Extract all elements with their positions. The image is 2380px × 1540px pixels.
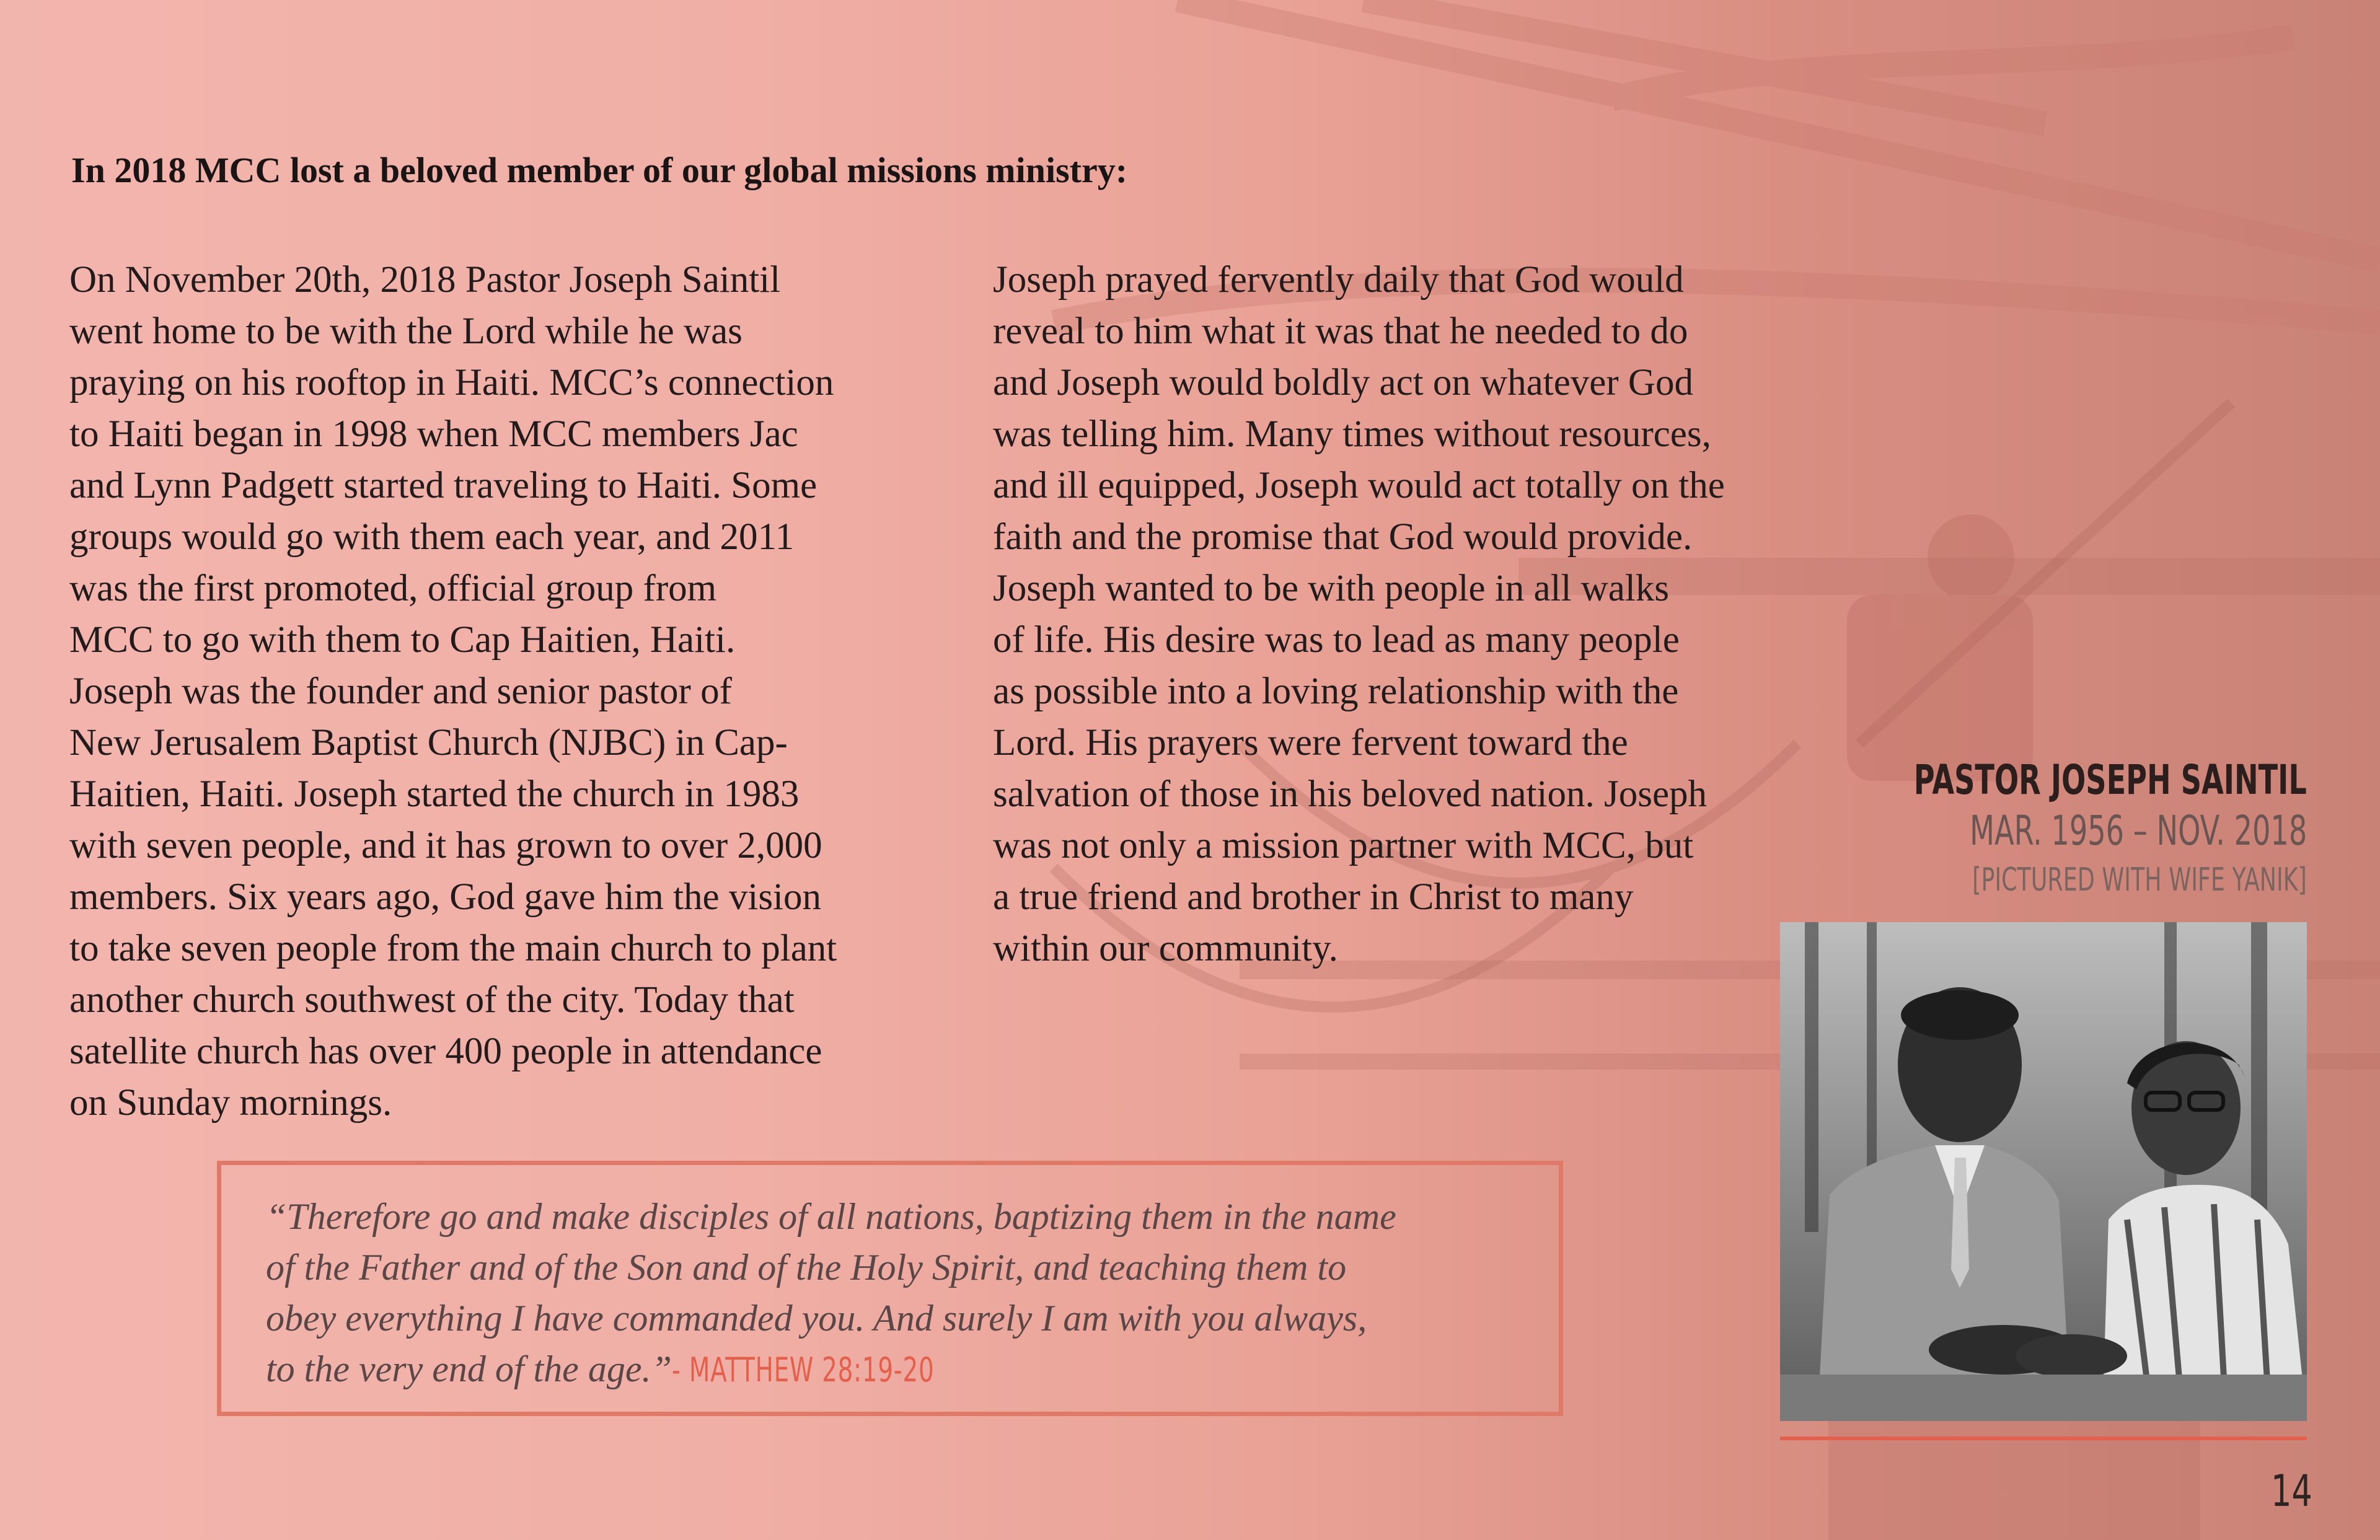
body-line: another church southwest of the city. Today that [69, 979, 795, 1021]
body-line: praying on his rooftop in Haiti. MCC’s connection [69, 362, 834, 403]
body-line: a true friend and brother in Christ to many [993, 876, 1634, 918]
body-line: went home to be with the Lord while he was [69, 310, 743, 352]
page-heading: In 2018 MCC lost a beloved member of our global missions ministry: [71, 150, 1128, 190]
body-line: was not only a mission partner with MCC, but [993, 825, 1694, 866]
body-line: Haitien, Haiti. Joseph started the church in 1983 [69, 773, 800, 815]
body-line: reveal to him what it was that he needed to do [993, 310, 1688, 352]
body-line: and Joseph would boldly act on whatever God [993, 362, 1693, 403]
body-line: groups would go with them each year, and 2011 [69, 516, 795, 558]
quote-citation: - MATTHEW 28:19-20 [671, 1350, 935, 1389]
quote-line-last [266, 1344, 1543, 1396]
caption-rule [1780, 1437, 2307, 1440]
left-column [69, 254, 974, 1129]
portrait-illustration [1780, 922, 2307, 1421]
body-line: MCC to go with them to Cap Haitien, Haiti. [69, 619, 736, 661]
body-line: On November 20th, 2018 Pastor Joseph Saintil [69, 259, 781, 301]
body-line: members. Six years ago, God gave him the vision [69, 876, 822, 918]
body-line: New Jerusalem Baptist Church (NJBC) in Cap- [69, 722, 788, 763]
photo-caption-dates: MAR. 1956 – NOV. 2018 [1969, 807, 2307, 855]
right-column [993, 254, 1842, 974]
body-line: to take seven people from the main church to plant [69, 928, 837, 969]
quote-line-text: to the very end of the age.” [266, 1349, 672, 1389]
body-line: Joseph prayed fervently daily that God would [993, 259, 1684, 301]
body-line: and ill equipped, Joseph would act totally on the [993, 465, 1725, 506]
body-line: of life. His desire was to lead as many people [993, 619, 1680, 661]
body-line: Joseph was the founder and senior pastor of [69, 671, 732, 712]
body-line: as possible into a loving relationship with the [993, 671, 1679, 712]
body-line: faith and the promise that God would provide. [993, 516, 1693, 558]
body-line: Lord. His prayers were fervent toward the [993, 722, 1628, 763]
portrait-photo [1780, 922, 2307, 1421]
body-line: to Haiti began in 1998 when MCC members Jac [69, 413, 798, 455]
body-line: was the first promoted, official group from [69, 568, 717, 609]
page-number: 14 [2271, 1466, 2312, 1516]
body-line: with seven people, and it has grown to over 2,000 [69, 825, 822, 866]
quote-line: obey everything I have commanded you. And surely I am with you always, [266, 1298, 1367, 1339]
body-line: on Sunday mornings. [69, 1082, 392, 1124]
quote-line: “Therefore go and make disciples of all nations, baptizing them in the name [266, 1196, 1396, 1237]
body-line: within our community. [993, 928, 1338, 969]
scripture-quote [266, 1191, 1543, 1396]
quote-line: of the Father and of the Son and of the Holy Spirit, and teaching them to [266, 1247, 1347, 1288]
body-line: was telling him. Many times without resources, [993, 413, 1711, 455]
photo-caption-note: [PICTURED WITH WIFE YANIK] [1972, 861, 2307, 899]
body-line: and Lynn Padgett started traveling to Haiti. Some [69, 465, 818, 506]
photo-caption-name: PASTOR JOSEPH SAINTIL [1913, 756, 2307, 804]
scripture-quote-box [217, 1161, 1563, 1416]
body-line: salvation of those in his beloved nation. Joseph [993, 773, 1708, 815]
body-line: satellite church has over 400 people in attendance [69, 1031, 822, 1072]
body-line: Joseph wanted to be with people in all walks [993, 568, 1670, 609]
